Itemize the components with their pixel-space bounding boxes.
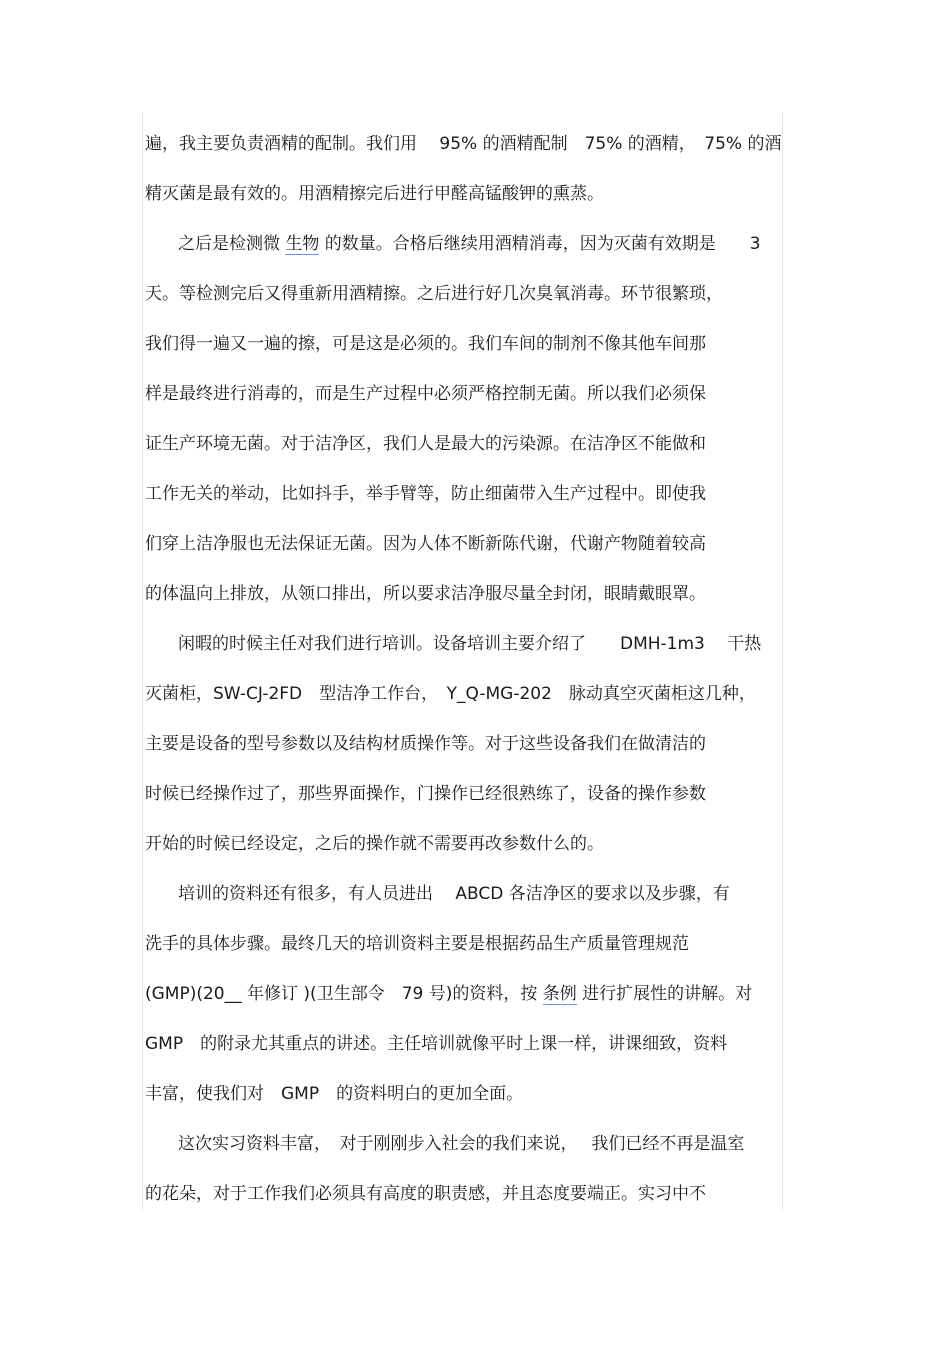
text-line: 工作无关的举动，比如抖手，举手臂等，防止细菌带入生产过程中。即使我	[145, 484, 706, 504]
text-line: 样是最终进行消毒的，而是生产过程中必须严格控制无菌。所以我们必须保	[145, 384, 706, 404]
text-line: 时候已经操作过了，那些界面操作，门操作已经很熟练了，设备的操作参数	[145, 784, 706, 804]
text-line: 丰富，使我们对 GMP 的资料明白的更加全面。	[145, 1084, 524, 1104]
text-line: 精灭菌是最有效的。用酒精擦完后进行甲醛高锰酸钾的熏蒸。	[145, 184, 604, 204]
text-line: 证生产环境无菌。对于洁净区，我们人是最大的污染源。在洁净区不能做和	[145, 434, 706, 454]
text-line: 洗手的具体步骤。最终几天的培训资料主要是根据药品生产质量管理规范	[145, 934, 689, 954]
text-line: 这次实习资料丰富， 对于刚刚步入社会的我们来说， 我们已经不再是温室	[178, 1134, 745, 1154]
text-line: 开始的时候已经设定，之后的操作就不需要再改参数什么的。	[145, 834, 604, 854]
text-span: 之后是检测微	[178, 234, 286, 254]
text-line: 闲暇的时候主任对我们进行培训。设备培训主要介绍了 DMH-1m3 干热	[178, 634, 762, 654]
text-line	[178, 231, 761, 257]
text-line: 培训的资料还有很多，有人员进出 ABCD 各洁净区的要求以及步骤，有	[178, 884, 730, 904]
text-line: 天。等检测完后又得重新用酒精擦。之后进行好几次臭氧消毒。环节很繁琐，	[145, 284, 723, 304]
text-line: 灭菌柜，SW-CJ-2FD 型洁净工作台， Y_Q-MG-202 脉动真空灭菌柜这几种，	[145, 684, 756, 704]
text-line: 们穿上洁净服也无法保证无菌。因为人体不断新陈代谢，代谢产物随着较高	[145, 534, 706, 554]
text-line: 的花朵，对于工作我们必须具有高度的职责感，并且态度要端正。实习中不	[145, 1184, 706, 1204]
link-regulations[interactable]: 条例	[542, 984, 577, 1004]
text-span: 进行扩展性的讲解。对	[576, 984, 753, 1004]
text-line: 的体温向上排放，从领口排出，所以要求洁净服尽量全封闭，眼睛戴眼罩。	[145, 584, 706, 604]
link-biology[interactable]: 生物	[285, 234, 320, 254]
text-line: 遍，我主要负责酒精的配制。我们用 95% 的酒精配制 75% 的酒精， 75% 的酒	[145, 134, 782, 154]
text-line: 主要是设备的型号参数以及结构材质操作等。对于这些设备我们在做清洁的	[145, 734, 706, 754]
text-span: 的数量。合格后继续用酒精消毒，因为灭菌有效期是 3	[319, 234, 761, 254]
text-line	[145, 981, 752, 1007]
text-line: GMP 的附录尤其重点的讲述。主任培训就像平时上课一样，讲课细致，资料	[145, 1034, 728, 1054]
page-border-right	[782, 112, 783, 1210]
page-border-left	[142, 112, 143, 1210]
text-span: (GMP)(20__ 年修订 )(卫生部令 79 号)的资料，按	[145, 984, 543, 1004]
text-line: 我们得一遍又一遍的擦，可是这是必须的。我们车间的制剂不像其他车间那	[145, 334, 706, 354]
